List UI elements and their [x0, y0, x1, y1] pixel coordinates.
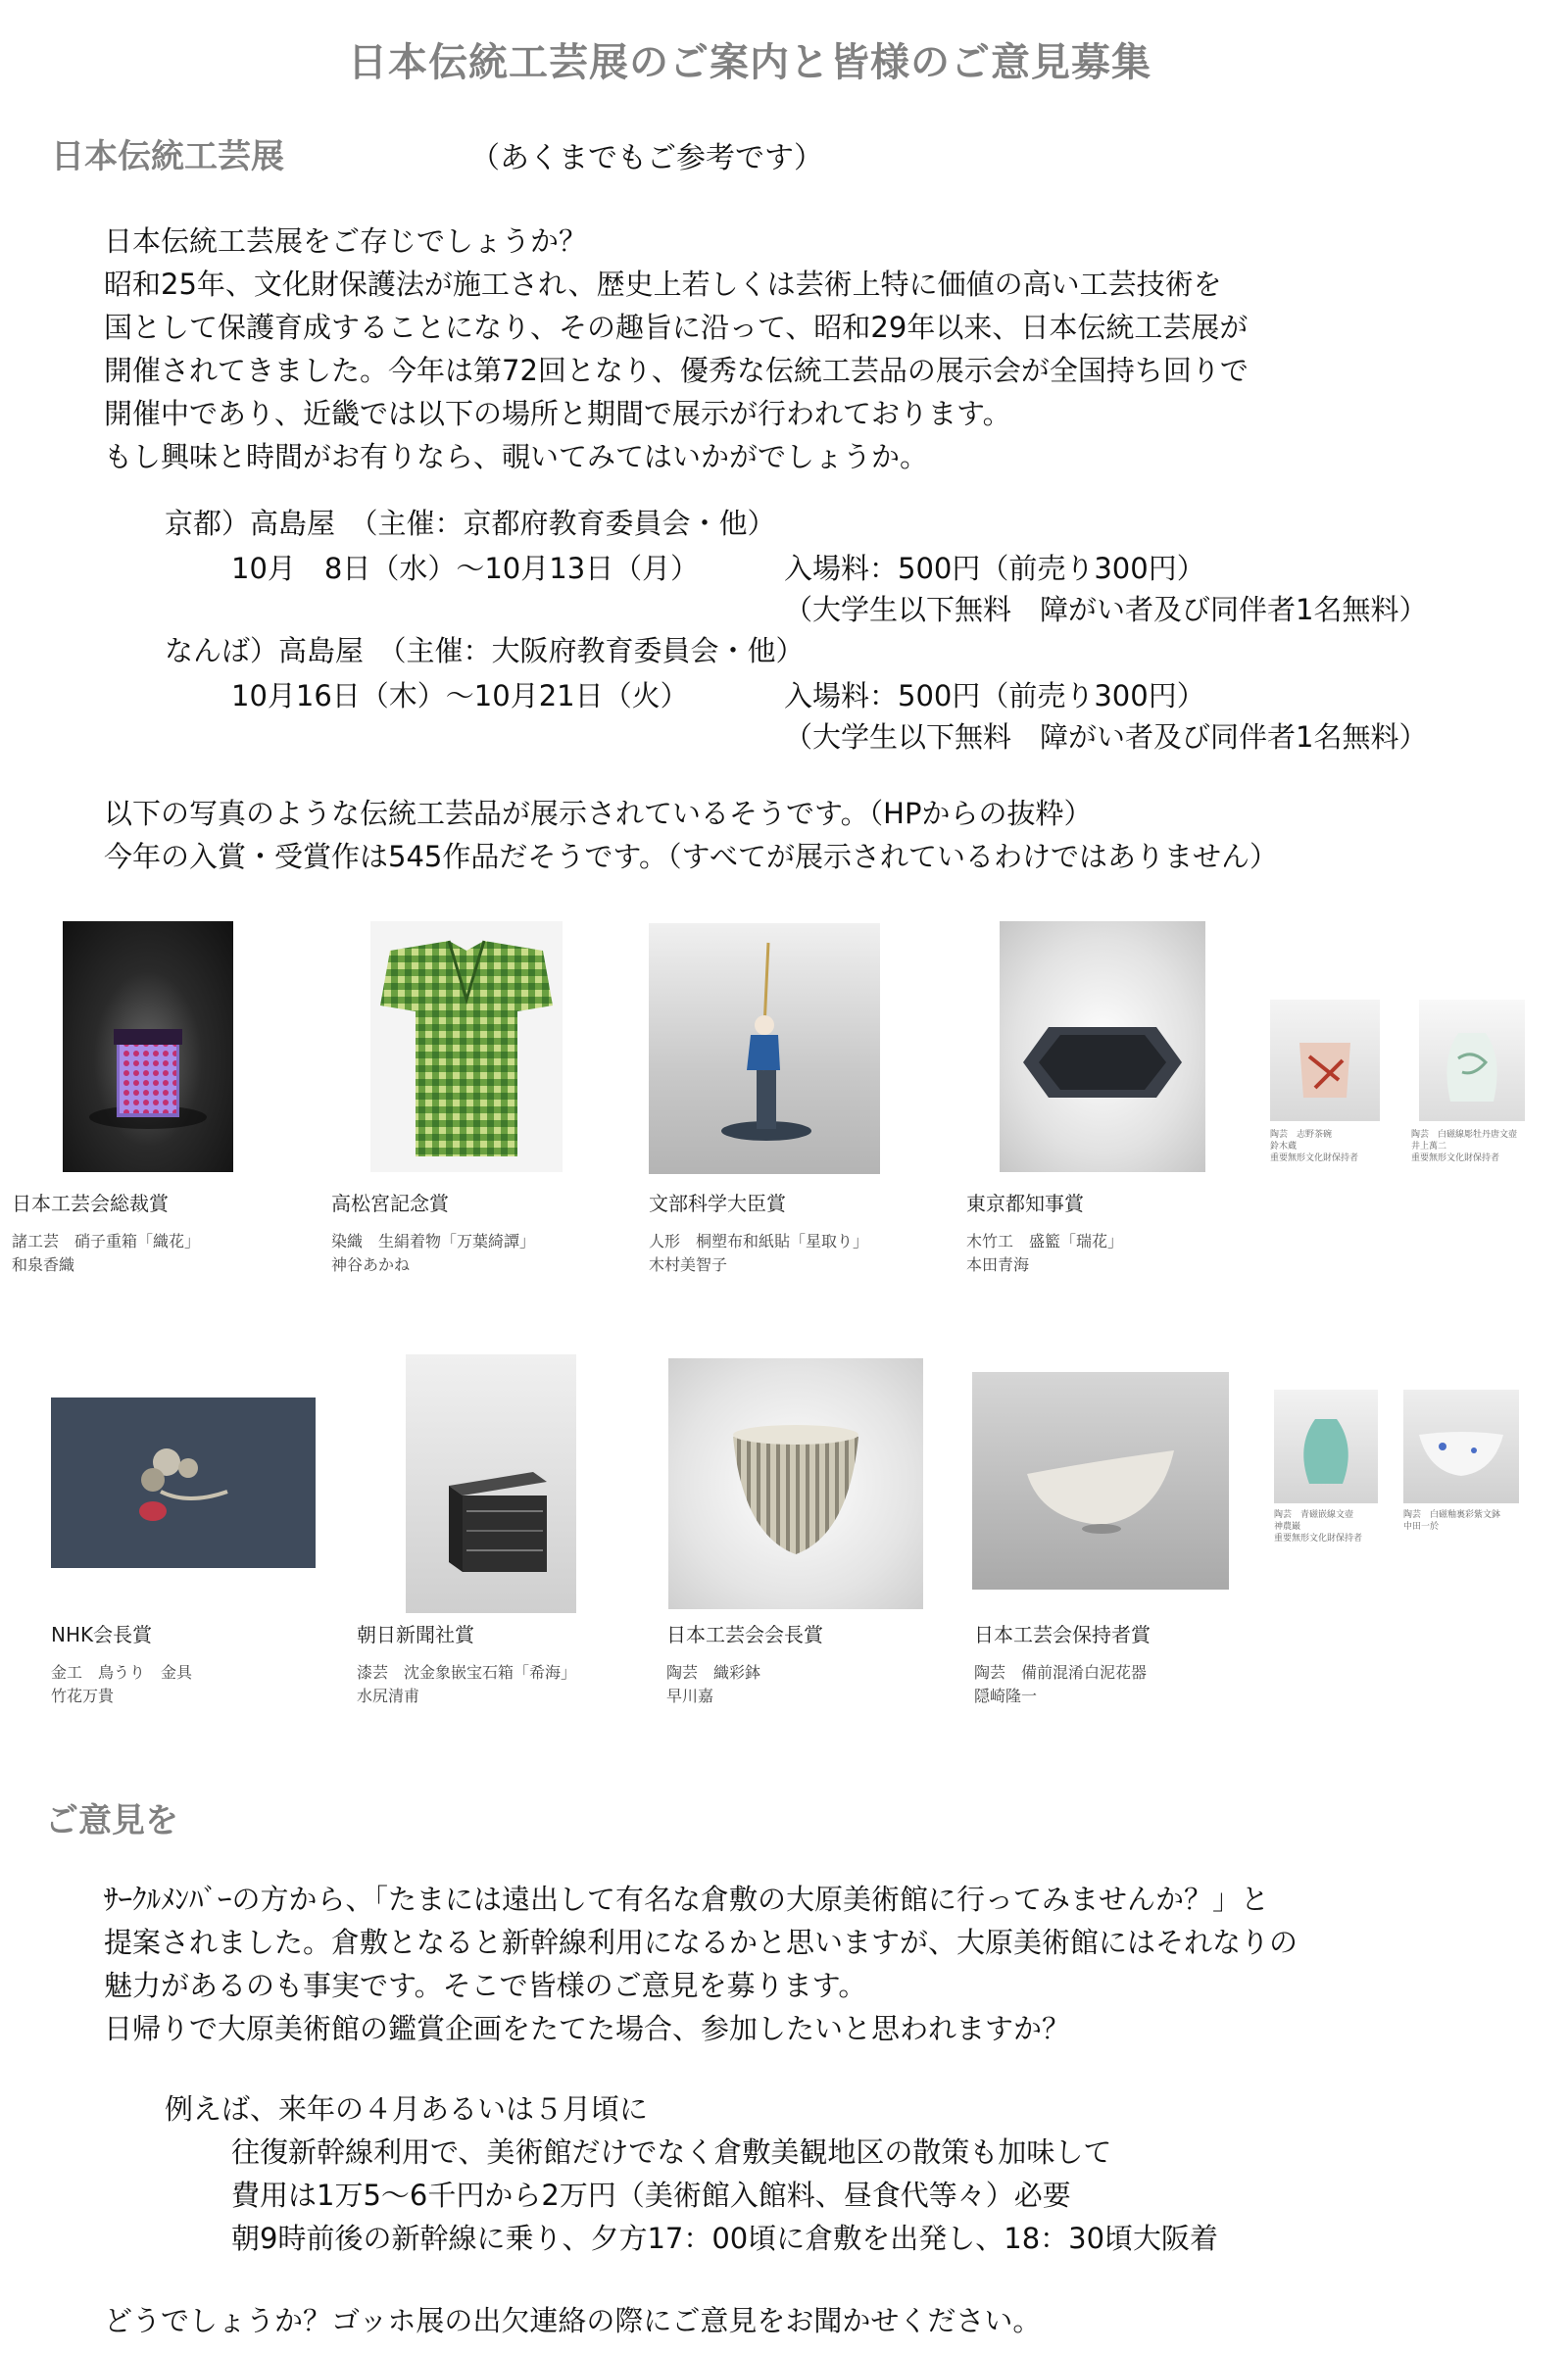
section-heading-opinion: ご意見を: [45, 1801, 178, 1840]
award-name: 日本工芸会会長賞: [666, 1623, 823, 1646]
venue-kyoto-name: 京都）高島屋 （主催：京都府教育委員会・他）: [165, 507, 776, 540]
artwork-white-vessel-image: [972, 1372, 1229, 1590]
mini-artist: 鈴木蔵: [1270, 1142, 1298, 1152]
section-heading-exhibition: 日本伝統工芸展: [51, 137, 284, 176]
mini-artist: 神農巌: [1274, 1522, 1301, 1532]
example-item: 費用は1万5～6千円から2万円（美術館入館料、昼食代等々）必要: [231, 2179, 1071, 2212]
award-name: 朝日新聞社賞: [357, 1623, 474, 1646]
intro-line: 開催されてきました。今年は第72回となり、優秀な伝統工芸品の展示会が全国持ち回りで: [104, 354, 1249, 387]
intro-line: 昭和25年、文化財保護法が施工され、歴史上若しくは芸術上特に価値の高い工芸技術を: [104, 268, 1222, 301]
artwork-basket-image: [1000, 921, 1205, 1172]
work-title: 諸工芸 硝子重箱「織花」: [12, 1232, 201, 1251]
mini-caption-white-bowl: [1403, 1509, 1500, 1533]
mini-caption-celadon: [1274, 1509, 1362, 1545]
artwork-porcelain-jar-image: [1419, 1000, 1525, 1121]
closing-line: どうでしょうか？ゴッホ展の出欠連絡の際にご意見をお聞かせください。: [104, 2304, 1042, 2337]
caption-row1-2: [331, 1188, 535, 1277]
opinion-line: 日帰りで大原美術館の鑑賞企画をたてた場合、参加したいと思われますか？: [104, 2012, 1071, 2045]
mini-artist: 井上萬二: [1411, 1142, 1447, 1152]
mini-work: 陶芸 白磁線彫牡丹唐文壺: [1411, 1130, 1518, 1140]
photos-intro-line: 今年の入賞・受賞作は545作品だそうです。（すべてが展示されているわけではありません）: [104, 840, 1278, 873]
mini-work: 陶芸 青磁嵌線文壺: [1274, 1510, 1354, 1520]
award-name: 高松宮記念賞: [331, 1192, 449, 1215]
intro-line: もし興味と時間がお有りなら、覗いてみてはいかがでしょうか。: [104, 440, 929, 473]
mini-artist: 中田一於: [1403, 1522, 1440, 1532]
caption-row1-1: [12, 1188, 200, 1277]
intro-paragraph: [104, 220, 1249, 478]
intro-line: 日本伝統工芸展をご存じでしょうか？: [104, 224, 588, 258]
work-title: 陶芸 織彩鉢: [666, 1663, 761, 1682]
opinion-line: 提案されました。倉敷となると新幹線利用になるかと思いますが、大原美術館にはそれなりの: [104, 1926, 1298, 1959]
award-name: 日本工芸会総裁賞: [12, 1192, 169, 1215]
mini-note: 重要無形文化財保持者: [1274, 1534, 1363, 1544]
artist-name: 神谷あかね: [331, 1255, 411, 1274]
photos-intro: [104, 792, 1278, 878]
artwork-lacquer-box-image: [406, 1354, 576, 1613]
artist-name: 隠崎隆一: [974, 1687, 1038, 1705]
artwork-doll-image: [649, 923, 880, 1174]
example-item: 往復新幹線利用で、美術館だけでなく倉敷美観地区の散策も加味して: [231, 2135, 1112, 2169]
caption-row2-4: [974, 1619, 1151, 1708]
award-name: 東京都知事賞: [966, 1192, 1084, 1215]
artist-name: 木村美智子: [649, 1255, 728, 1274]
mini-caption-shino: [1270, 1129, 1358, 1164]
award-name: 日本工芸会保持者賞: [974, 1623, 1151, 1646]
venue-kyoto-fee: 入場料：500円（前売り300円）: [784, 552, 1205, 585]
mini-note: 重要無形文化財保持者: [1411, 1153, 1500, 1163]
caption-row2-3: [666, 1619, 823, 1708]
reference-note: （あくまでもご参考です）: [470, 141, 823, 175]
caption-row1-4: [966, 1188, 1123, 1277]
artist-name: 本田青海: [966, 1255, 1030, 1274]
work-title: 人形 桐塑布和紙貼「星取り」: [649, 1232, 869, 1251]
example-lead: 例えば、来年の４月あるいは５月頃に: [165, 2092, 649, 2126]
example-item: 朝9時前後の新幹線に乗り、夕方17：00頃に倉敷を出発し、18：30頃大阪着: [231, 2222, 1219, 2255]
artwork-kimono-image: [370, 921, 563, 1172]
work-title: 金工 鳥うり 金具: [51, 1663, 193, 1682]
intro-line: 国として保護育成することになり、その趣旨に沿って、昭和29年以来、日本伝統工芸展が: [104, 311, 1249, 344]
venue-kyoto-discount: （大学生以下無料 障がい者及び同伴者1名無料）: [784, 593, 1428, 626]
venue-kyoto-dates: 10月 8日（水）～10月13日（月）: [231, 552, 700, 585]
artwork-celadon-jar-image: [1274, 1390, 1378, 1503]
artist-name: 早川嘉: [666, 1687, 714, 1705]
artwork-glass-box-image: [63, 921, 233, 1172]
caption-row1-3: [649, 1188, 868, 1277]
work-title: 漆芸 沈金象嵌宝石箱「希海」: [357, 1663, 577, 1682]
award-name: NHK会長賞: [51, 1623, 153, 1646]
artist-name: 水尻清甫: [357, 1687, 420, 1705]
caption-row2-2: [357, 1619, 576, 1708]
artwork-shino-bowl-image: [1270, 1000, 1380, 1121]
work-title: 陶芸 備前混淆白泥花器: [974, 1663, 1148, 1682]
opinion-body: [104, 1878, 1298, 2050]
artwork-white-bowl-image: [1403, 1390, 1519, 1503]
work-title: 染織 生絹着物「万葉綺譚」: [331, 1232, 536, 1251]
venue-namba-name: なんば）高島屋 （主催：大阪府教育委員会・他）: [165, 634, 805, 667]
venue-namba-fee: 入場料：500円（前売り300円）: [784, 679, 1205, 712]
artwork-striped-bowl-image: [668, 1358, 923, 1609]
mini-work: 陶芸 白磁釉裏彩紫文鉢: [1403, 1510, 1501, 1520]
caption-row2-1: [51, 1619, 192, 1708]
artwork-metal-ornament-image: [51, 1398, 316, 1568]
artist-name: 和泉香織: [12, 1255, 75, 1274]
page-title: 日本伝統工芸展のご案内と皆様のご意見募集: [348, 40, 1152, 85]
work-title: 木竹工 盛籃「瑞花」: [966, 1232, 1124, 1251]
mini-caption-porcelain: [1411, 1129, 1517, 1164]
intro-line: 開催中であり、近畿では以下の場所と期間で展示が行われております。: [104, 397, 1011, 430]
opinion-line: ｻｰｸﾙﾒﾝﾊﾞｰの方から、「たまには遠出して有名な倉敷の大原美術館に行ってみませんか？」と: [104, 1883, 1270, 1916]
photos-intro-line: 以下の写真のような伝統工芸品が展示されているそうです。（HPからの抜粋）: [104, 797, 1093, 830]
artist-name: 竹花万貴: [51, 1687, 115, 1705]
mini-note: 重要無形文化財保持者: [1270, 1153, 1359, 1163]
venue-namba-dates: 10月16日（木）～10月21日（火）: [231, 679, 689, 712]
mini-work: 陶芸 志野茶碗: [1270, 1130, 1333, 1140]
award-name: 文部科学大臣賞: [649, 1192, 786, 1215]
opinion-line: 魅力があるのも事実です。そこで皆様のご意見を募ります。: [104, 1969, 867, 2002]
venue-namba-discount: （大学生以下無料 障がい者及び同伴者1名無料）: [784, 720, 1428, 754]
